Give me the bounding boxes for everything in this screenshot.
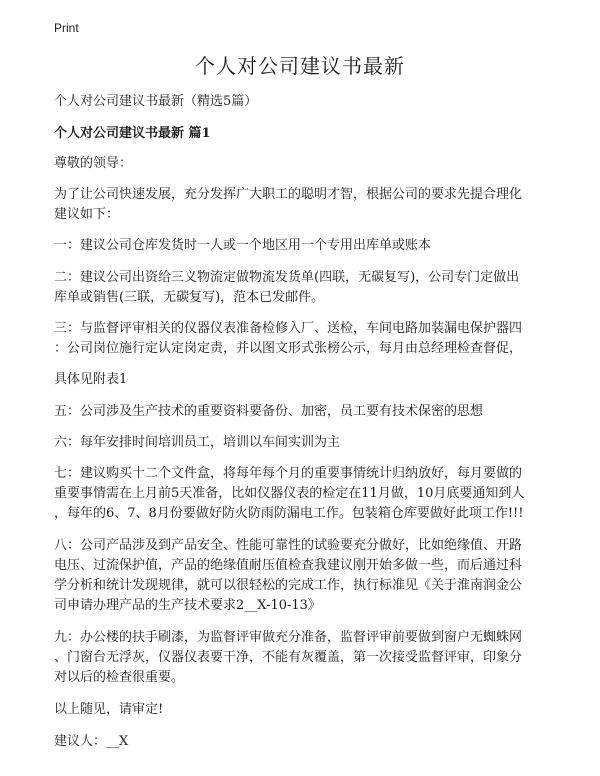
item-8-line: 八：公司产品涉及到产品安全、性能可靠性的试验要充分做好，比如绝缘值、开路	[54, 538, 523, 553]
item-8-line: 电压、过流保护值，产品的绝缘值耐压值检查我建议刚开始多做一些，而后通过科	[54, 558, 523, 573]
item-9-line: 、门窗台无浮灰，仪器仪表要干净，不能有灰覆盖，第一次接受监督评审，印象分	[54, 650, 523, 665]
item-8-line: 司申请办理产品的生产技术要求2__X-10-13》	[54, 598, 321, 613]
item-9-line: 对以后的检查很重要。	[54, 670, 185, 685]
item-7-line: 重要事情需在上月前5天准备，比如仪器仪表的检定在11月做，10月底要通知到人	[54, 486, 525, 501]
intro-line: 建议如下：	[54, 207, 120, 222]
item-7-line: 七：建议购买十二个文件盒，将每年每个月的重要事情统计归纳放好，每月要做的	[54, 466, 523, 481]
item-8-line: 学分析和统计发现规律，就可以很轻松的完成工作，执行标准见《关于淮南润金公	[54, 578, 523, 593]
salutation: 尊敬的领导：	[54, 156, 133, 171]
item-3-line: ：公司岗位施行定认定岗定责，并以图文形式张榜公示，每月由总经理检查督促，	[54, 341, 523, 356]
item-1: 一：建议公司仓库发货时一人或一个地区用一个专用出库单或账本	[54, 238, 432, 253]
item-7-line: ，每年的6、7、8月份要做好防火防雨防漏电工作。包装箱仓库要做好此项工作!!!	[54, 506, 524, 521]
item-6: 六：每年安排时间培训员工，培训以车间实训为主	[54, 435, 341, 450]
signature-line: 建议人：__X	[54, 734, 129, 749]
closing-line: 以上随见，请审定!	[54, 702, 164, 717]
item-9-line: 九：办公楼的扶手刷漆，为监督评审做充分准备，监督评审前要做到窗户无蜘蛛网	[54, 630, 523, 645]
item-3-line: 三：与监督评审相关的仪器仪表准备检修入厂、送检，车间电路加装漏电保护器四	[54, 321, 523, 336]
item-2-line: 二：建议公司出资给三义物流定做物流发货单(四联，无碳复写)，公司专门定做出	[54, 270, 520, 285]
document-title: 个人对公司建议书最新	[195, 54, 405, 78]
document-subtitle: 个人对公司建议书最新（精选5篇）	[54, 94, 258, 109]
item-5: 五：公司涉及生产技术的重要资料要备份、加密，员工要有技术保密的思想	[54, 404, 484, 419]
print-link[interactable]: Print	[54, 21, 79, 35]
section-heading: 个人对公司建议书最新 篇1	[54, 126, 211, 141]
item-2-line: 库单或销售(三联，无碳复写)，范本已发邮件。	[54, 290, 325, 305]
appendix-note: 具体见附表1	[54, 372, 128, 387]
intro-line: 为了让公司快速发展，充分发挥广大职工的聪明才智，根据公司的要求先提合理化	[54, 187, 523, 202]
